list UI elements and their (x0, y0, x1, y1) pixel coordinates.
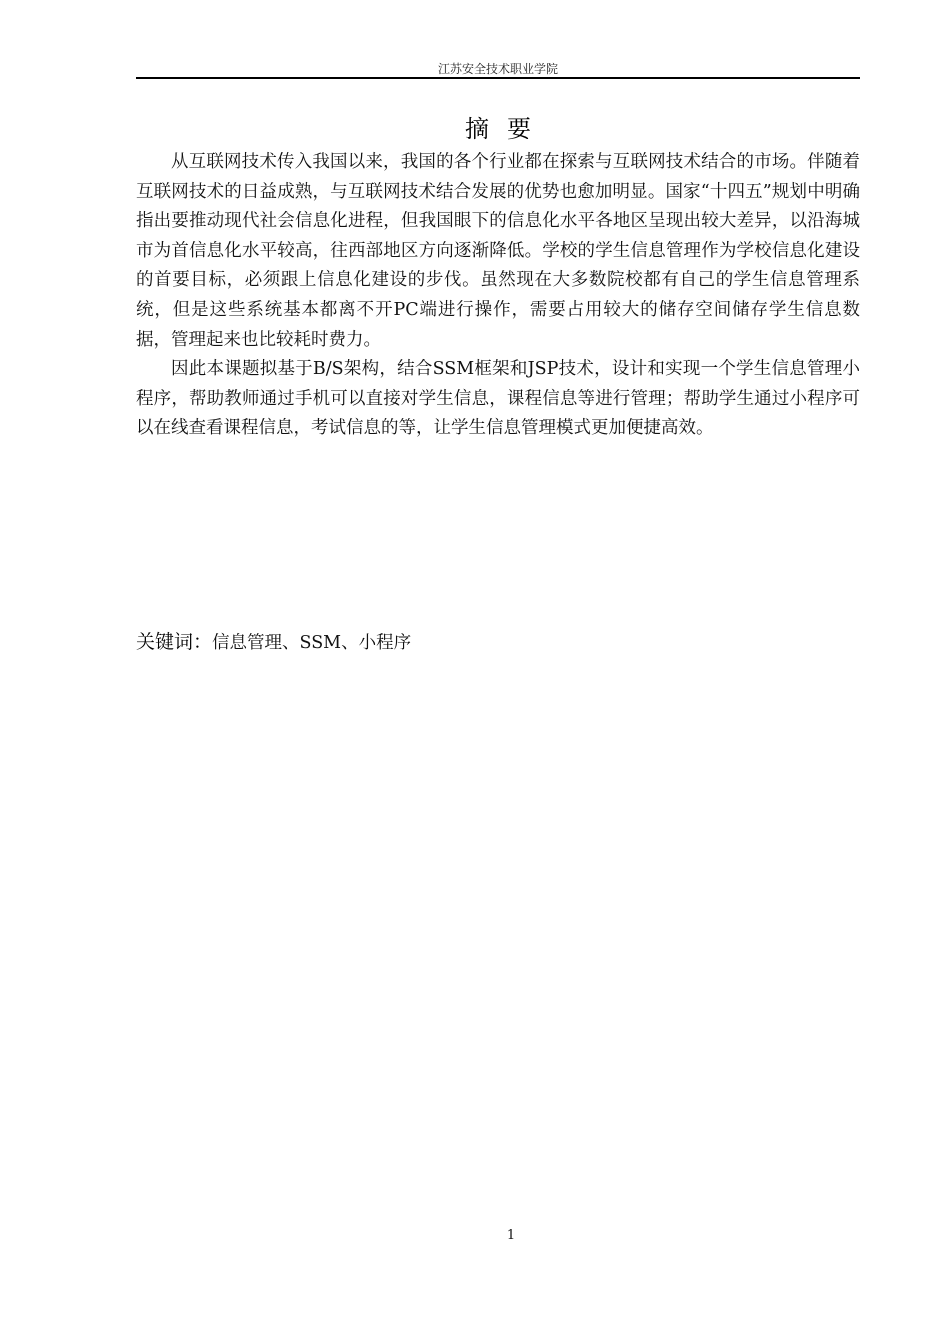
keywords-line (136, 628, 860, 657)
page-number: 1 (506, 1228, 516, 1243)
page-header: 江苏安全技术职业学院 (437, 62, 558, 76)
abstract-title: 摘要 (465, 115, 549, 143)
header-rule (136, 77, 860, 79)
keywords-value: 信息管理、SSM、小程序 (212, 633, 412, 653)
abstract-body (136, 148, 860, 444)
abstract-paragraph-1: 从互联网技术传入我国以来，我国的各个行业都在探索与互联网技术结合的市场。伴随着互联网技术的日益成熟，与互联网技术结合发展的优势也愈加明显。国家“十四五”规划中明确指出要推动现代社会信息化进程，但我国眼下的信息化水平各地区呈现出较大差异，以沿海城市为首信息化水平较高，往西部地区方向逐渐降低。学校的学生信息管理作为学校信息化建设的首要目标，必须跟上信息化建设的步伐。虽然现在大多数院校都有自己的学生信息管理系统，但是这些系统基本都离不开PC端进行操作，需要占用较大的储存空间储存学生信息数据，管理起来也比较耗时费力。 (136, 152, 860, 350)
keywords-label: 关键词： (136, 631, 213, 653)
abstract-paragraph-2: 因此本课题拟基于B/S架构，结合SSM框架和JSP技术，设计和实现一个学生信息管理小程序，帮助教师通过手机可以直接对学生信息，课程信息等进行管理；帮助学生通过小程序可以在线查看课程信息，考试信息的等，让学生信息管理模式更加便捷高效。 (136, 359, 860, 439)
